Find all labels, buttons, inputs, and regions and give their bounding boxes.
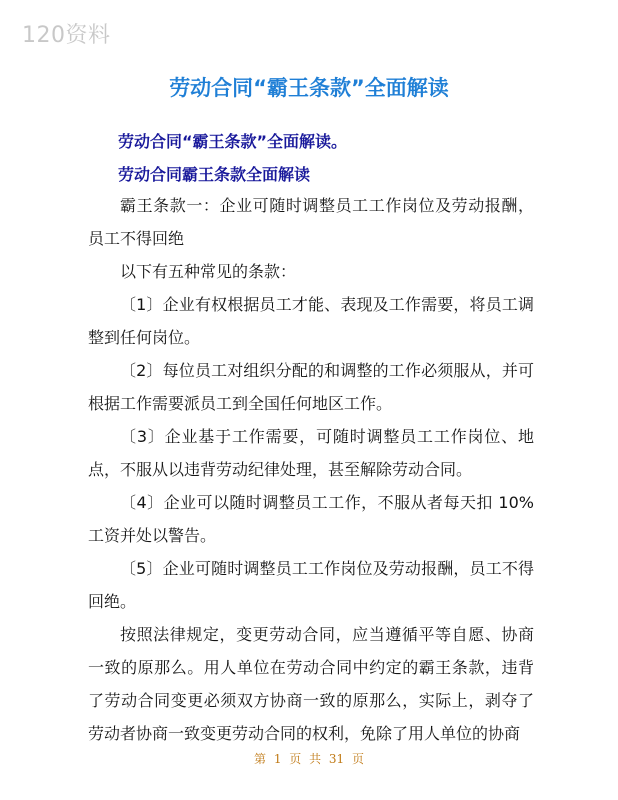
document-body bbox=[88, 189, 534, 750]
subheading-2: 劳动合同霸王条款全面解读 bbox=[118, 165, 311, 184]
paragraph-item-5: 〔5〕企业可随时调整员工工作岗位及劳动报酬，员工不得回绝。 bbox=[88, 559, 534, 611]
paragraph-item-2: 〔2〕每位员工对组织分配的和调整的工作必须服从，并可根据工作需要派员工到全国任何地区工作。 bbox=[88, 361, 534, 413]
page-footer: 第 1 页 共 31 页 bbox=[254, 752, 364, 766]
paragraph-item-4: 〔4〕企业可以随时调整员工工作，不服从者每天扣 10%工资并处以警告。 bbox=[88, 493, 534, 545]
subheading-1: 劳动合同“霸王条款”全面解读。 bbox=[118, 132, 348, 151]
paragraph-legal-analysis: 按照法律规定，变更劳动合同，应当遵循平等自愿、协商一致的原那么。用人单位在劳动合同中约定的霸王条款，违背了劳动合同变更必须双方协商一致的原那么，实际上，剥夺了劳动者协商一致变更劳动合同的权利，免除了用人单位的协商 bbox=[88, 625, 534, 743]
paragraph-clause-one: 霸王条款一：企业可随时调整员工工作岗位及劳动报酬，员工不得回绝 bbox=[88, 196, 534, 248]
paragraph-item-3: 〔3〕企业基于工作需要，可随时调整员工工作岗位、地点，不服从以违背劳动纪律处理，甚至解除劳动合同。 bbox=[88, 427, 534, 479]
paragraph-item-1: 〔1〕企业有权根据员工才能、表现及工作需要，将员工调整到任何岗位。 bbox=[88, 295, 534, 347]
paragraph-intro-list: 以下有五种常见的条款： bbox=[120, 262, 297, 281]
watermark: 120资料 bbox=[22, 23, 111, 48]
document-title: 劳动合同“霸王条款”全面解读 bbox=[169, 76, 449, 100]
